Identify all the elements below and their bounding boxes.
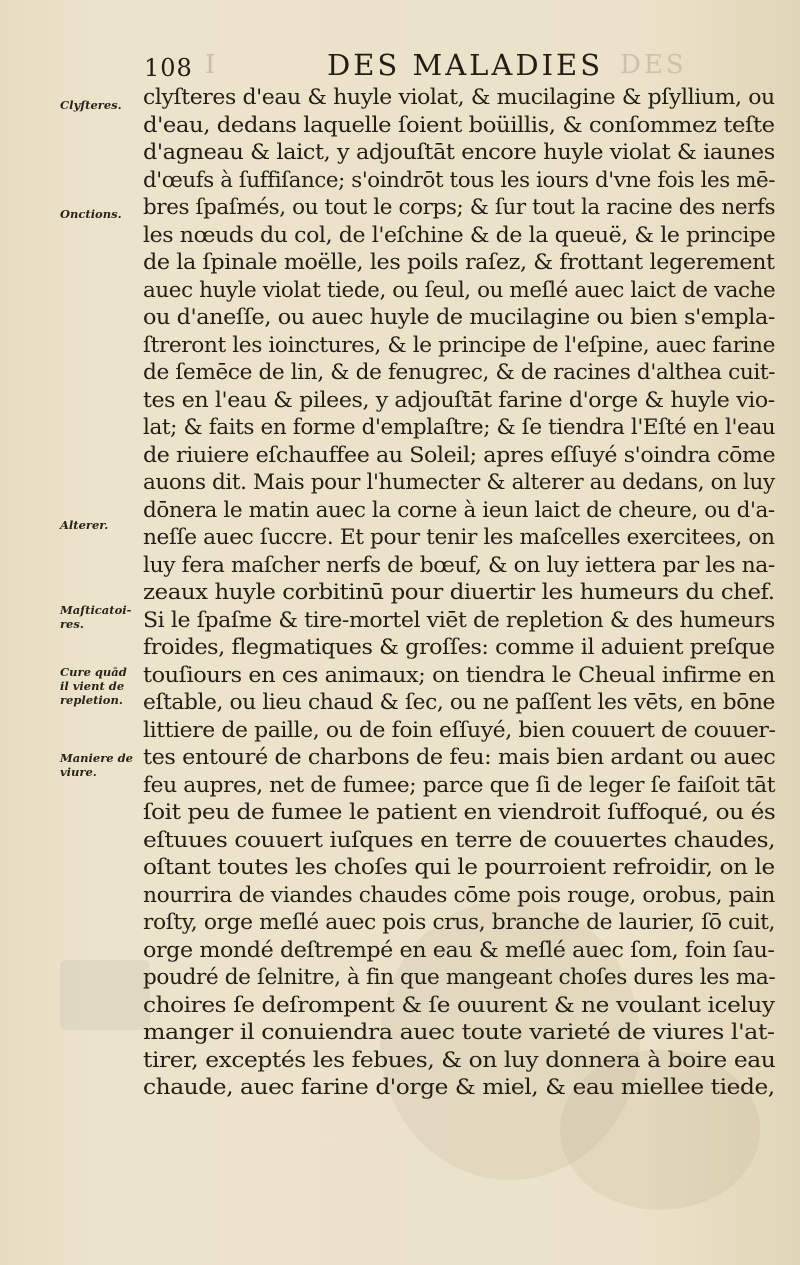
margin-note: Alterer. xyxy=(60,518,109,532)
text-line: les nœuds du col, de l'eſchine & de la queuë, & le principe xyxy=(143,222,776,248)
show-through-text: I xyxy=(205,50,219,80)
running-head: DES MALADIES xyxy=(327,48,604,82)
text-line: de ſemēce de lin, & de fenugrec, & de racines d'althea cuit- xyxy=(143,360,776,385)
text-line: luy fera maſcher nerfs de bœuf, & on luy iettera par les na- xyxy=(143,552,775,578)
text-line: Si le ſpaſme & tire-mortel viēt de repletion & des humeurs xyxy=(143,607,775,633)
text-line: auec huyle violat tiede, ou ſeul, ou meſlé auec laict de vache xyxy=(143,277,776,303)
text-line: tes entouré de charbons de feu: mais bien ardant ou auec xyxy=(143,745,776,770)
text-line: neſſe auec ſuccre. Et pour tenir les maſcelles exercitees, on xyxy=(143,525,775,550)
text-line: d'eau, dedans laquelle ſoient boüillis, & conſommez teſte xyxy=(143,112,775,138)
text-line: ou d'aneſſe, ou auec huyle de mucilagine ou bien s'empla- xyxy=(143,305,776,330)
text-line: orge mondé deſtrempé en eau & meſlé auec ſom, foin ſau- xyxy=(143,937,775,963)
text-line: auons dit. Mais pour l'humecter & alterer au dedans, on luy xyxy=(143,470,775,495)
text-line: feu aupres, net de fumee; parce que ſi de leger ſe faiſoit tāt xyxy=(143,772,776,798)
body-text xyxy=(143,84,775,1102)
text-line: poudré de ſelnitre, à fin que mangeant choſes dures les ma- xyxy=(143,965,776,990)
text-line: chaude, auec farine d'orge & miel, & eau miellee tiede, xyxy=(143,1075,775,1100)
text-line: littiere de paille, ou de foin eſſuyé, bien couuert de couuer- xyxy=(143,717,776,743)
margin-note: Maſticatoi- res. xyxy=(60,603,132,631)
text-line: tes en l'eau & pilees, y adjouſtāt farine d'orge & huyle vio- xyxy=(143,387,775,413)
text-line: eſtuues couuert iuſques en terre de couuertes chaudes, xyxy=(143,827,776,853)
text-line: ſoit peu de fumee le patient en viendroit ſuffoqué, ou és xyxy=(143,800,776,825)
text-line: de la ſpinale moëlle, les poils raſez, & frottant legerement xyxy=(143,250,775,275)
text-line: choires ſe deſrompent & ſe ouurent & ne voulant iceluy xyxy=(143,992,775,1018)
margin-notes xyxy=(0,0,145,1265)
text-line: tirer, exceptés les febues, & on luy donnera à boire eau xyxy=(143,1047,776,1073)
text-line: lat; & faits en forme d'emplaſtre; & ſe tiendra l'Eſté en l'eau xyxy=(143,415,776,440)
text-line: nourrira de viandes chaudes cōme pois rouge, orobus, pain xyxy=(143,882,775,908)
text-line: clyſteres d'eau & huyle violat, & mucilagine & pſyllium, ou xyxy=(143,85,775,110)
text-line: bres ſpaſmés, ou tout le corps; & ſur tout la racine des nerfs xyxy=(143,195,776,220)
show-through-text: DES xyxy=(620,50,687,80)
page-number: 108 xyxy=(144,54,193,82)
text-line: manger il conuiendra auec toute varieté de viures l'at- xyxy=(143,1020,775,1045)
text-line: dōnera le matin auec la corne à ieun laict de cheure, ou d'a- xyxy=(143,497,775,523)
text-line: froides, flegmatiques & groſſes: comme il aduient preſque xyxy=(143,635,775,660)
text-line: d'agneau & laict, y adjouſtāt encore huyle violat & iaunes xyxy=(143,140,775,165)
margin-note: Clyſteres. xyxy=(60,98,122,112)
text-line: ſtreront les ioinctures, & le principe de l'eſpine, auec farine xyxy=(143,332,776,358)
text-line: touſiours en ces animaux; on tiendra le Cheual infirme en xyxy=(143,662,775,688)
margin-note: Onctions. xyxy=(60,207,122,221)
margin-note: Maniere de viure. xyxy=(60,751,133,779)
text-line: de riuiere eſchauffee au Soleil; apres eſſuyé s'oindra cōme xyxy=(143,442,776,468)
margin-note: Cure quād il vient de repletion. xyxy=(60,665,127,707)
text-line: oſtant toutes les choſes qui le pourroient refroidir, on le xyxy=(143,855,775,880)
text-line: eſtable, ou lieu chaud & ſec, ou ne paſſent les vēts, en bōne xyxy=(143,690,775,715)
text-line: zeaux huyle corbitinū pour diuertir les humeurs du chef. xyxy=(143,580,775,605)
text-line: d'œufs à ſuffiſance; s'oindrōt tous les iours d'vne fois les mē- xyxy=(143,167,776,193)
text-line: roſty, orge meſlé auec pois crus, branche de laurier, ſō cuit, xyxy=(143,910,776,935)
